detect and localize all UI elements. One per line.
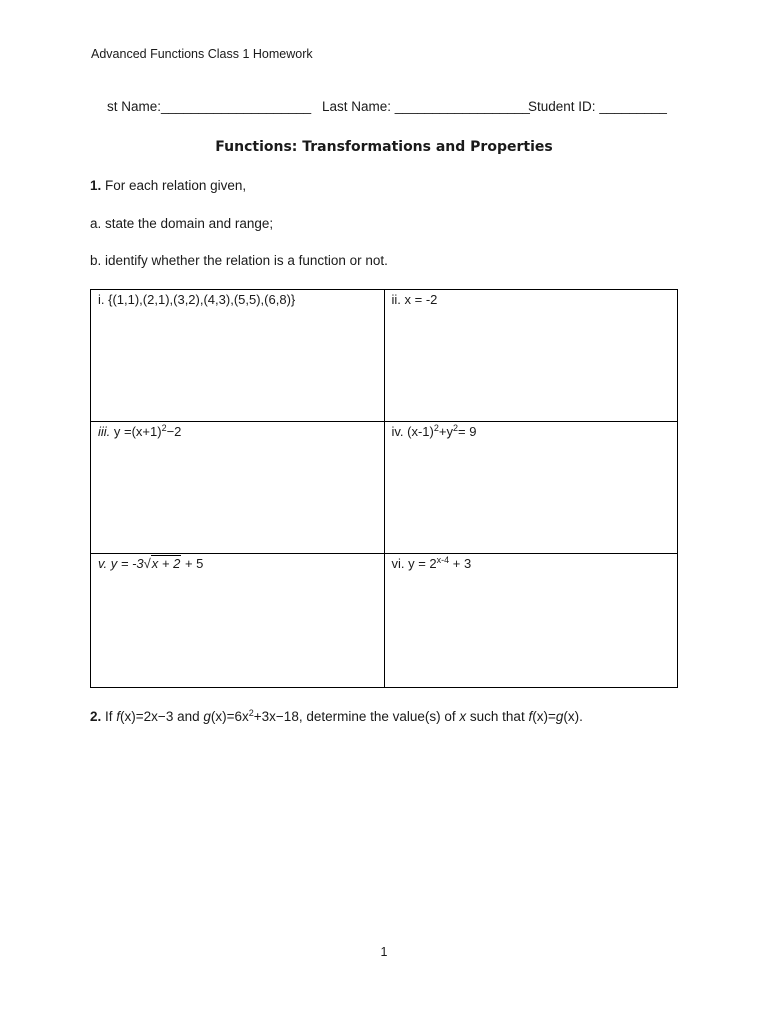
last-name-field	[322, 99, 530, 114]
relation-cell-ii: ii. x = -2	[384, 290, 678, 422]
page-title: Functions: Transformations and Properties	[215, 139, 553, 155]
first-name-blank: ____________________	[161, 99, 312, 114]
student-id-label: Student ID:	[528, 99, 596, 114]
last-name-blank: __________________	[394, 99, 530, 114]
course-header: Advanced Functions Class 1 Homework	[91, 47, 313, 61]
relation-cell-iv: iv. $(x-1)^2+y^2= 9$	[384, 422, 678, 554]
question-1-number: 1.	[90, 178, 102, 193]
question-1-prompt	[90, 178, 246, 193]
question-1-part-b: b. identify whether the relation is a function or not.	[90, 253, 388, 268]
relations-table	[90, 289, 678, 688]
page-number: 1	[380, 945, 388, 959]
student-id-field	[528, 99, 667, 114]
question-1-text: For each relation given,	[105, 178, 247, 193]
question-2: 2. If f(x)=2x−3 and $g(x)=6x^2+3x-18$, determine the value(s) of x such that f(x)=g(x).	[90, 708, 583, 724]
first-name-label: st Name:	[107, 99, 162, 114]
relation-cell-vi: vi. $y = 2^{x-4} + 3$	[384, 554, 678, 688]
relation-cell-i: i. {(1,1),(2,1),(3,2),(4,3),(5,5),(6,8)}	[91, 290, 385, 422]
question-1-part-a: a. state the domain and range;	[90, 216, 274, 231]
last-name-label: Last Name:	[322, 99, 392, 114]
relation-cell-iii: iii. $y =(x+1)^2-2$	[91, 422, 385, 554]
question-2-number: 2.	[90, 709, 102, 724]
square-root: √x + 2	[143, 556, 181, 571]
first-name-field	[107, 99, 311, 114]
relation-cell-v: v. y = -3√x + 2 + 5	[91, 554, 385, 688]
student-id-blank: _________	[599, 99, 667, 114]
